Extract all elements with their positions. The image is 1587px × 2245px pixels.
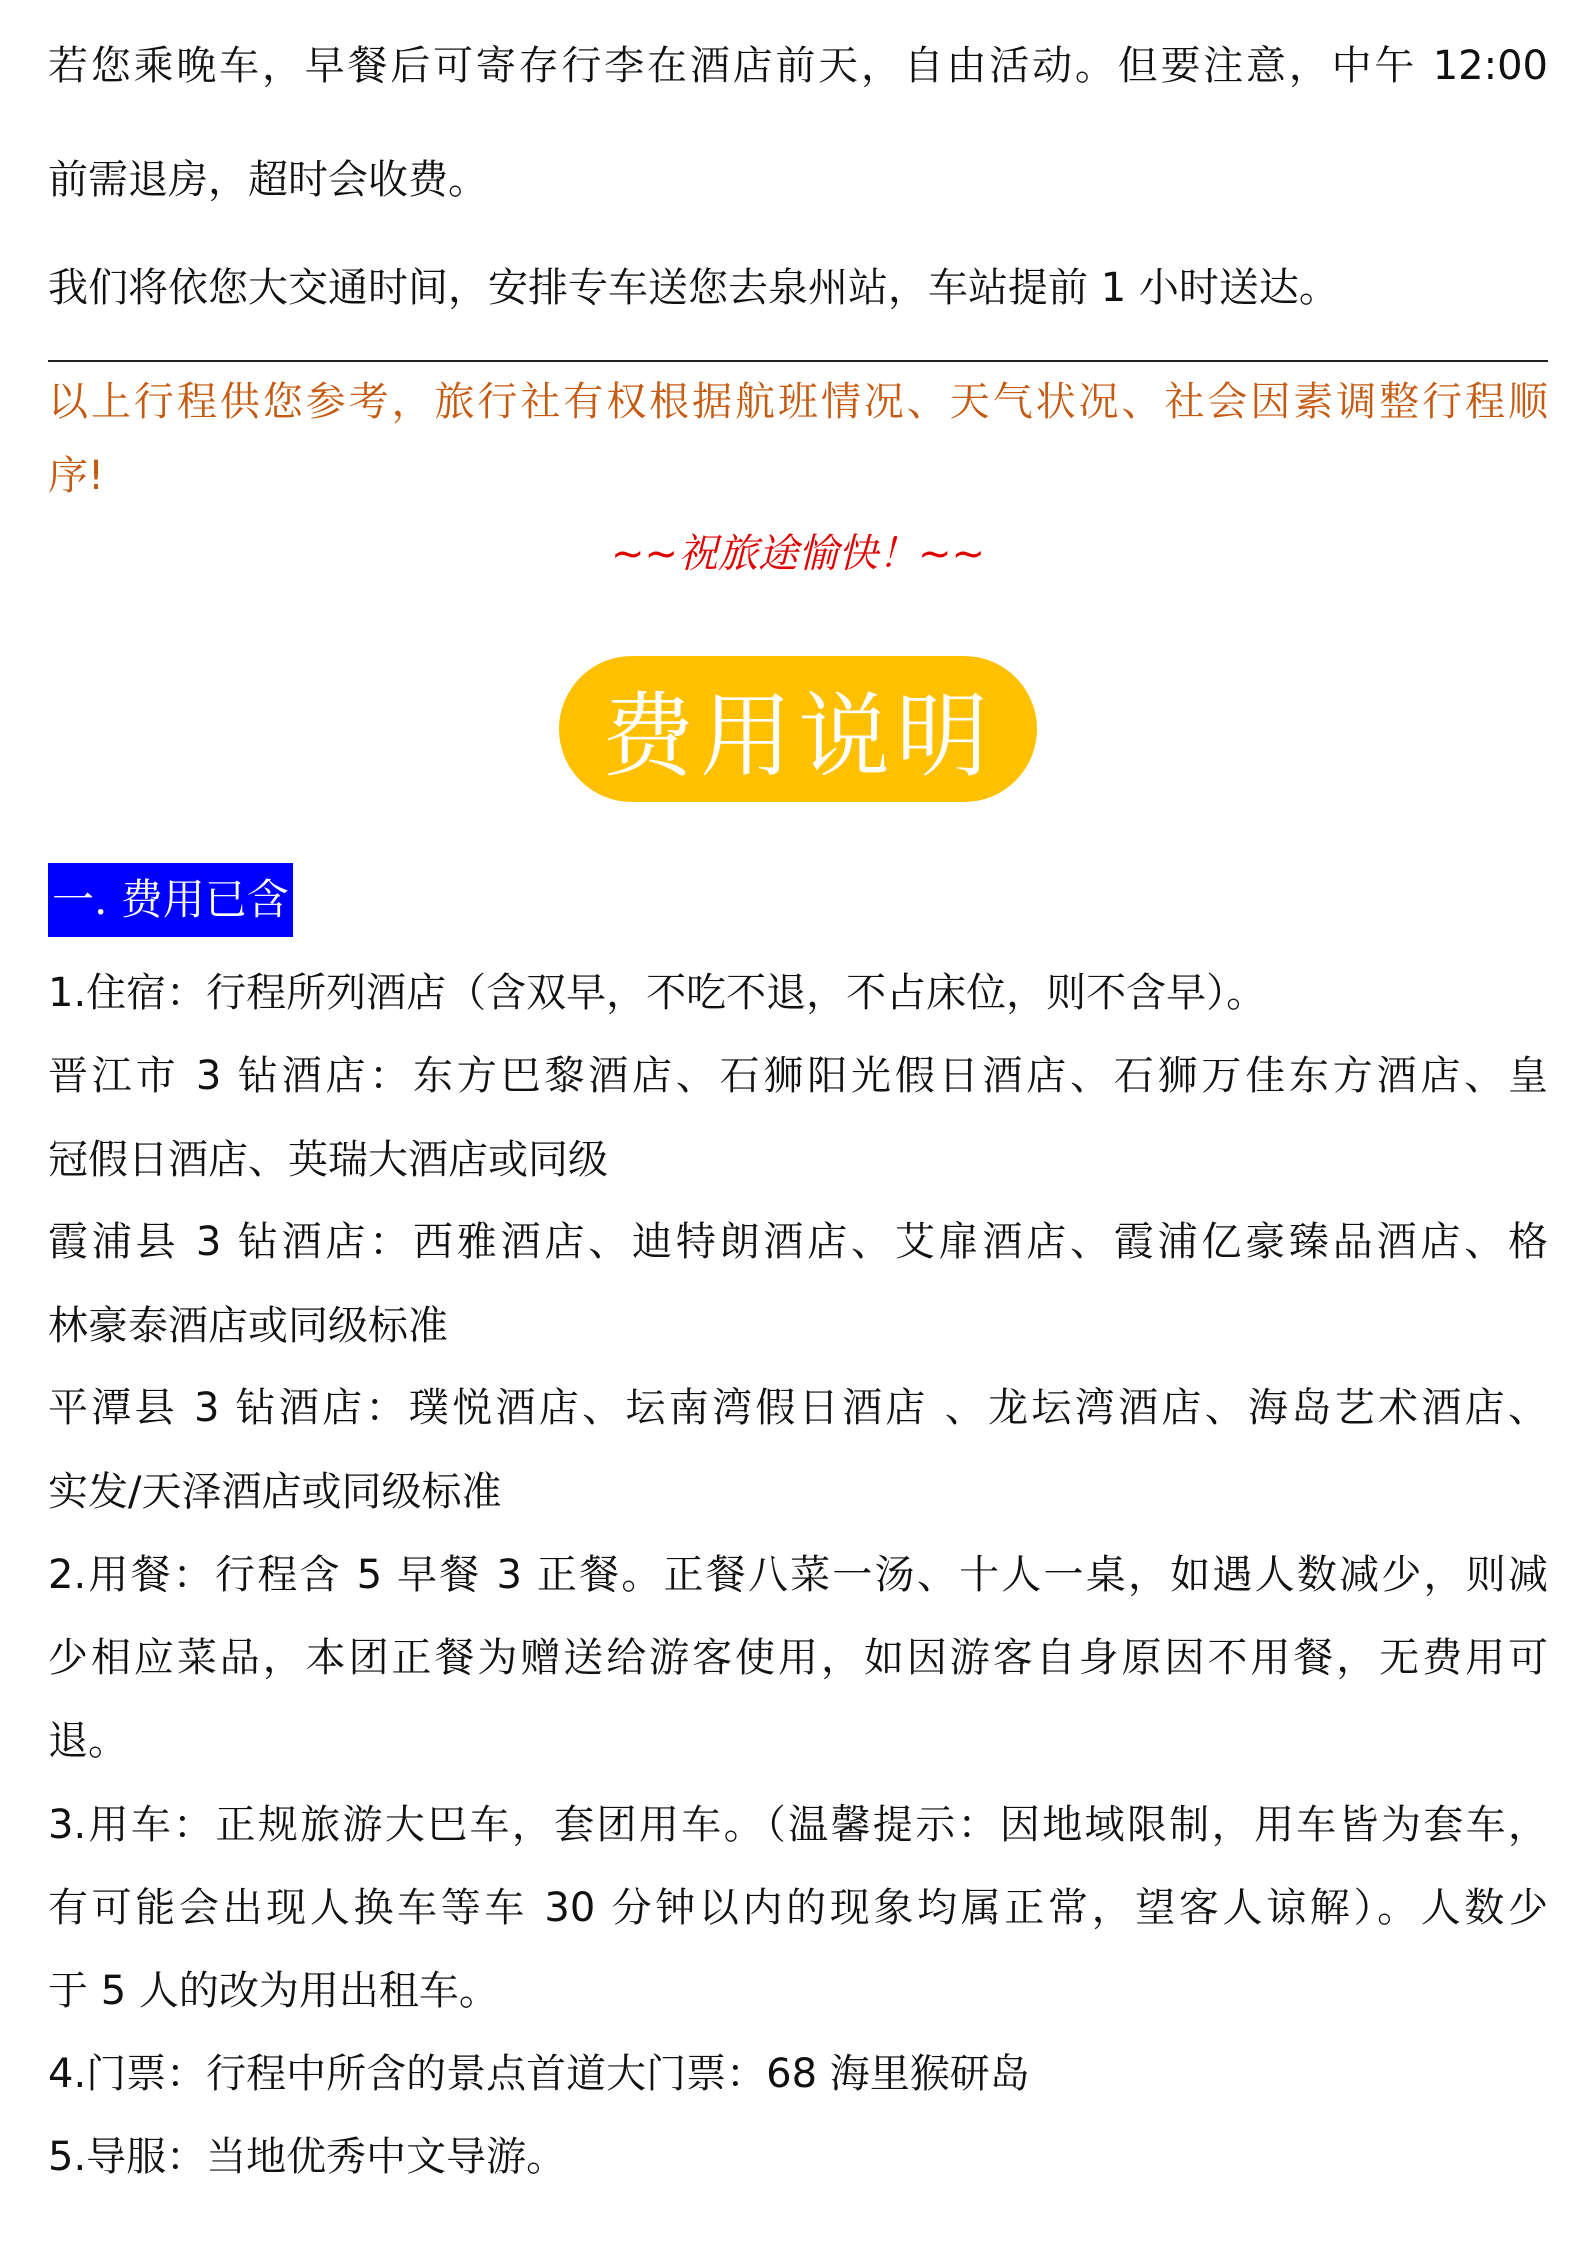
itinerary-note-line-2: 序! <box>48 453 105 499</box>
included-line-2: 晋江市 3 钻酒店：东方巴黎酒店、石狮阳光假日酒店、石狮万佳东方酒店、皇 <box>48 1053 1548 1099</box>
included-line-11: 3.用车：正规旅游大巴车，套团用车。（温馨提示：因地域限制，用车皆为套车， <box>48 1802 1548 1848</box>
transfer-paragraph: 我们将依您大交通时间，安排专车送您去泉州站，车站提前 1 小时送达。 <box>48 265 1339 311</box>
included-line-9: 少相应菜品，本团正餐为赠送给游客使用，如因游客自身原因不用餐，无费用可 <box>48 1635 1548 1681</box>
included-line-10: 退。 <box>48 1718 128 1764</box>
included-line-15: 5.导服：当地优秀中文导游。 <box>48 2134 567 2180</box>
included-line-4: 霞浦县 3 钻酒店：西雅酒店、迪特朗酒店、艾扉酒店、霞浦亿豪臻品酒店、格 <box>48 1219 1548 1265</box>
checkout-paragraph-line-2: 前需退房，超时会收费。 <box>48 157 488 203</box>
included-line-7: 实发/天泽酒店或同级标准 <box>48 1469 502 1515</box>
included-line-13: 于 5 人的改为用出租车。 <box>48 1968 499 2014</box>
included-line-5: 林豪泰酒店或同级标准 <box>48 1303 448 1349</box>
divider-line <box>48 360 1548 362</box>
farewell-wish: ~~祝旅途愉快！~~ <box>610 531 986 577</box>
included-line-12: 有可能会出现人换车等车 30 分钟以内的现象均属正常，望客人谅解）。人数少 <box>48 1885 1548 1931</box>
included-line-8: 2.用餐：行程含 5 早餐 3 正餐。正餐八菜一汤、十人一桌，如遇人数减少，则减 <box>48 1552 1548 1598</box>
included-line-3: 冠假日酒店、英瑞大酒店或同级 <box>48 1137 608 1183</box>
included-line-6: 平潭县 3 钻酒店：璞悦酒店、坛南湾假日酒店 、龙坛湾酒店、海岛艺术酒店、 <box>48 1385 1548 1431</box>
fee-description-banner: 费用说明 <box>559 656 1037 802</box>
section-heading-included-fees: 一. 费用已含 <box>48 863 293 937</box>
checkout-paragraph-line-1: 若您乘晚车，早餐后可寄存行李在酒店前天，自由活动。但要注意，中午 12:00 <box>48 43 1548 89</box>
itinerary-note-line-1: 以上行程供您参考，旅行社有权根据航班情况、天气状况、社会因素调整行程顺 <box>48 379 1548 425</box>
included-line-1: 1.住宿：行程所列酒店（含双早，不吃不退，不占床位，则不含早）。 <box>48 970 1267 1016</box>
included-line-14: 4.门票：行程中所含的景点首道大门票：68 海里猴研岛 <box>48 2051 1030 2097</box>
